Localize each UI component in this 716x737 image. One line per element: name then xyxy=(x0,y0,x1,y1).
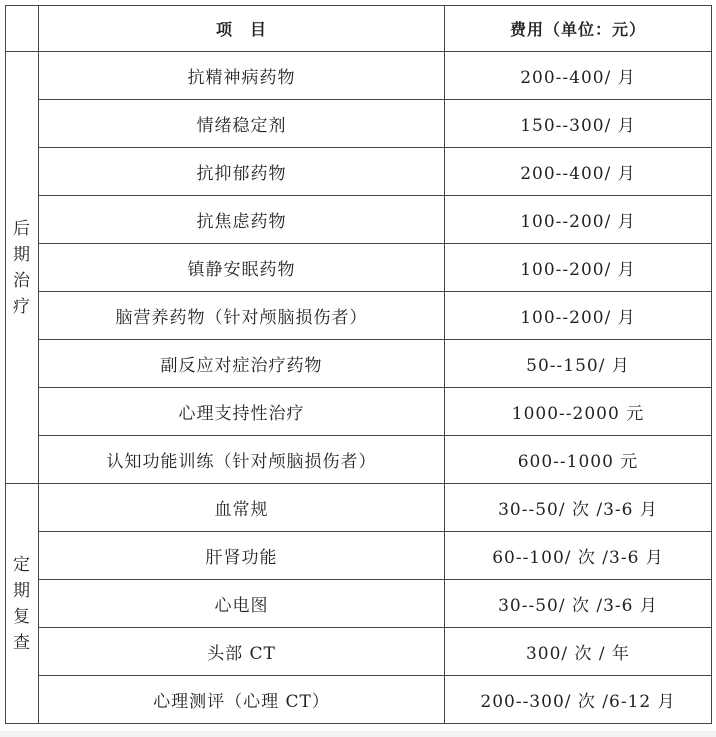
group-label: 定期复查 xyxy=(13,554,31,653)
group-label-cell xyxy=(6,484,39,724)
item-cell: 心理测评（心理 CT） xyxy=(39,676,445,724)
table-row xyxy=(6,292,712,340)
item-cell: 肝肾功能 xyxy=(39,532,445,580)
table-header-row xyxy=(6,6,712,52)
table-row xyxy=(6,148,712,196)
item-cell: 心理支持性治疗 xyxy=(39,388,445,436)
table-row xyxy=(6,244,712,292)
table-row xyxy=(6,52,712,100)
item-cell: 抗焦虑药物 xyxy=(39,196,445,244)
cost-cell: 60--100/ 次 /3-6 月 xyxy=(445,532,712,580)
item-cell: 抗精神病药物 xyxy=(39,52,445,100)
item-cell: 副反应对症治疗药物 xyxy=(39,340,445,388)
table-row xyxy=(6,388,712,436)
table-row xyxy=(6,580,712,628)
cost-cell: 30--50/ 次 /3-6 月 xyxy=(445,580,712,628)
item-cell: 血常规 xyxy=(39,484,445,532)
cost-cell: 100--200/ 月 xyxy=(445,292,712,340)
cost-cell: 1000--2000 元 xyxy=(445,388,712,436)
table-row xyxy=(6,100,712,148)
table-body xyxy=(6,52,712,724)
table-row xyxy=(6,196,712,244)
item-cell: 头部 CT xyxy=(39,628,445,676)
header-corner-cell xyxy=(6,6,39,52)
table-row xyxy=(6,484,712,532)
group-label-cell xyxy=(6,52,39,484)
item-cell: 抗抑郁药物 xyxy=(39,148,445,196)
table-row xyxy=(6,628,712,676)
header-cost: 费用（单位：元） xyxy=(445,6,712,52)
table-row xyxy=(6,436,712,484)
cost-cell: 30--50/ 次 /3-6 月 xyxy=(445,484,712,532)
cost-cell: 200--400/ 月 xyxy=(445,52,712,100)
cost-cell: 600--1000 元 xyxy=(445,436,712,484)
table-row xyxy=(6,340,712,388)
table-row xyxy=(6,676,712,724)
header-item: 项 目 xyxy=(39,6,445,52)
cost-cell: 300/ 次 / 年 xyxy=(445,628,712,676)
cost-cell: 50--150/ 月 xyxy=(445,340,712,388)
table-row xyxy=(6,532,712,580)
item-cell: 情绪稳定剂 xyxy=(39,100,445,148)
item-cell: 心电图 xyxy=(39,580,445,628)
item-cell: 认知功能训练（针对颅脑损伤者） xyxy=(39,436,445,484)
fee-table xyxy=(5,5,712,724)
cost-cell: 100--200/ 月 xyxy=(445,196,712,244)
cost-cell: 100--200/ 月 xyxy=(445,244,712,292)
cost-cell: 200--300/ 次 /6-12 月 xyxy=(445,676,712,724)
item-cell: 脑营养药物（针对颅脑损伤者） xyxy=(39,292,445,340)
page-bottom-band xyxy=(0,731,716,737)
cost-cell: 200--400/ 月 xyxy=(445,148,712,196)
group-label: 后期治疗 xyxy=(13,218,31,317)
cost-cell: 150--300/ 月 xyxy=(445,100,712,148)
item-cell: 镇静安眠药物 xyxy=(39,244,445,292)
